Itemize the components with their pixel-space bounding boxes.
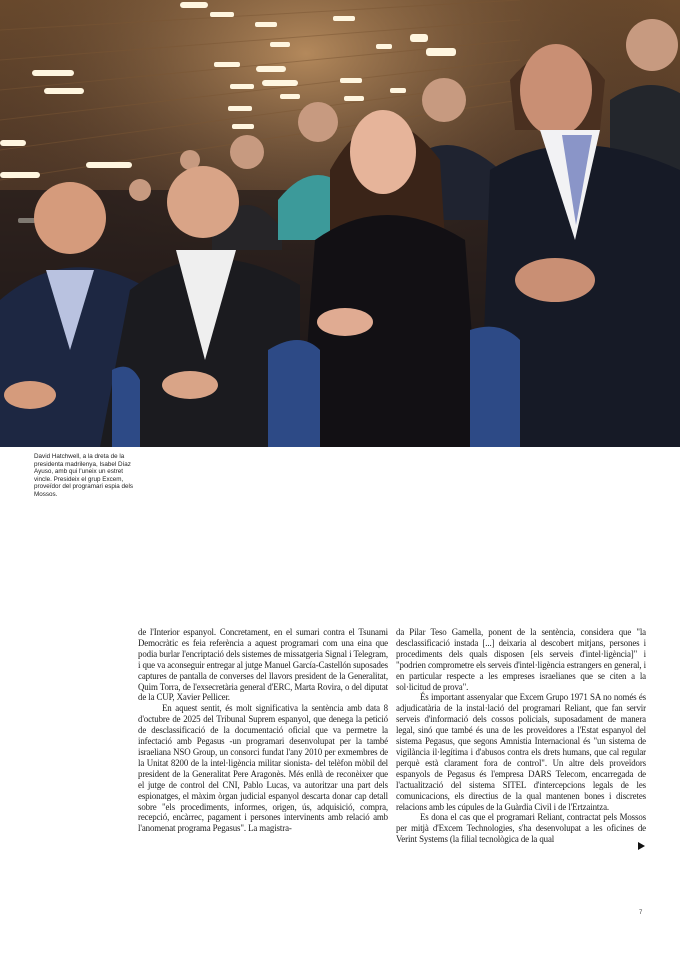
paragraph: da Pilar Teso Gamella, ponent de la sentència, considera que "la desclassificació instada [...] deixaria al descobert mitjans, persones i procediments dels quals disposen [els serveis d'intel·ligència]" i "podrien comprometre els serveis d'intel·ligència estrangers en general, i en particular respecte a les empreses israelianes que se citen a la sol·licitud de prova". xyxy=(396,627,646,692)
paragraph: de l'Interior espanyol. Concretament, en el sumari contra el Tsunami Democràtic es feia referència a aquest programari com una eina que podia burlar l'encriptació dels sistemes de missatgeria Signal i Telegram, i que va aconseguir entregar al jutge Manuel García-Castellón suposades captures de pantalla de converses del llavors president de la Generalitat, Quim Torra, de l'exsecretària general d'ERC, Marta Rovira, o del diputat de la CUP, Xavier Pellicer. xyxy=(138,627,388,703)
page-number: 7 xyxy=(639,910,643,916)
article-column-left xyxy=(138,627,388,834)
paragraph: En aquest sentit, és molt significativa la sentència amb data 8 d'octubre de 2025 del Tribunal Suprem espanyol, que denega la petició de desclassificació de la documentació oficial que va permetre la infectació amb Pegasus -un programari desenvolupat per la també israeliana NSO Group, un consorci fundat l'any 2010 per exmembres de la Unitat 8200 de la intel·ligència militar sionista- del telèfon mòbil del president de la Generalitat Pere Aragonès. Més enllà de reconèixer que el jutge de control del CNI, Pablo Lucas, va autoritzar una part dels espionatges, el màxim òrgan judicial espanyol descarta donar cap detall sobre "els procediments, informes, origen, ús, adquisició, compra, recepció, encàrrec, pagament i persones intervinents amb relació amb l'anomenat programa Pegasus". La magistra- xyxy=(138,703,388,834)
continue-arrow-icon xyxy=(638,842,645,850)
press-photo-icon xyxy=(0,0,680,447)
article-column-right xyxy=(396,627,646,845)
article-photo xyxy=(0,0,680,447)
photo-caption: David Hatchwell, a la dreta de la presidenta madrilenya, Isabel Díaz Ayuso, amb qui l'uneix un estret vincle. Presideix el grup Excem, proveïdor del programari espia dels Mossos. xyxy=(34,453,134,498)
paragraph: Es dona el cas que el programari Reliant, contractat pels Mossos per mitjà d'Excem Technologies, s'ha desenvolupat a les oficines de Verint Systems (la filial tecnològica de la qual xyxy=(396,812,646,845)
paragraph: És important assenyalar que Excem Grupo 1971 SA no només és adjudicatària de la instal·lació del programari Reliant, que fan servir serveis d'informació dels cossos policials, suposadament de manera legal, sinó que també és una de les proveïdores a l'Estat espanyol del sistema Pegasus, que segons Amnistia Internacional és "un sistema de vigilància il·legítima i d'abusos contra els drets humans, que cal regular perquè està clarament fora de control". Un altre dels proveïdors espanyols de Pegasus és l'empresa DARS Telecom, encarregada de l'actualització del sistema SITEL d'intercepcions legals de les comunicacions, els directius de la qual mantenen bones i discretes relacions amb les cúpules de la Guàrdia Civil i de l'Ertzaintza. xyxy=(396,692,646,812)
